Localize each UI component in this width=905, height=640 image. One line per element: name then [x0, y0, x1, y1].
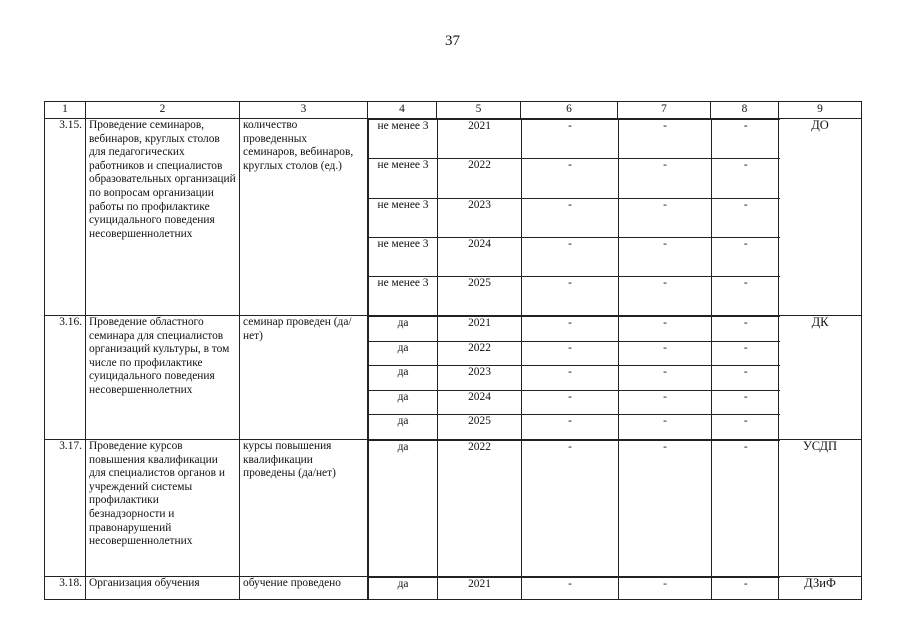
- activity-text: Организация обучения: [86, 577, 240, 600]
- year-breakdown: [368, 440, 779, 577]
- year-row: [369, 198, 780, 237]
- dash-cell: -: [619, 317, 712, 342]
- dash-cell: -: [619, 578, 712, 600]
- year-cell: 2023: [438, 198, 522, 237]
- dash-cell: -: [712, 415, 780, 439]
- indicator-text: обучение проведено: [240, 577, 368, 600]
- dash-cell: -: [712, 341, 780, 366]
- target-value: да: [369, 390, 438, 415]
- dash-cell: -: [619, 441, 712, 577]
- dash-cell: -: [619, 120, 712, 159]
- responsible-org: ДЗиФ: [779, 577, 862, 600]
- responsible-org: УСДП: [779, 440, 862, 577]
- program-table: [44, 101, 862, 600]
- target-value: да: [369, 341, 438, 366]
- year-cell: 2022: [438, 341, 522, 366]
- header-cell: 3: [240, 102, 368, 119]
- year-row: [369, 578, 780, 600]
- target-value: не менее 3: [369, 277, 438, 315]
- year-row: [369, 317, 780, 342]
- dash-cell: -: [619, 237, 712, 276]
- dash-cell: -: [712, 198, 780, 237]
- dash-cell: -: [712, 390, 780, 415]
- table-row: [45, 119, 862, 316]
- header-cell: 2: [86, 102, 240, 119]
- indicator-text: семинар проведен (да/нет): [240, 316, 368, 440]
- target-value: не менее 3: [369, 120, 438, 159]
- year-breakdown: [368, 316, 779, 440]
- page-number: 37: [445, 33, 460, 49]
- year-row: [369, 120, 780, 159]
- dash-cell: -: [522, 237, 619, 276]
- year-row: [369, 390, 780, 415]
- dash-cell: -: [619, 415, 712, 439]
- dash-cell: -: [712, 441, 780, 577]
- indicator-text: количество проведенных семинаров, вебинаров, круглых столов (ед.): [240, 119, 368, 316]
- dash-cell: -: [619, 277, 712, 315]
- dash-cell: -: [522, 578, 619, 600]
- dash-cell: -: [712, 159, 780, 198]
- target-value: да: [369, 441, 438, 577]
- year-cell: 2021: [438, 578, 522, 600]
- dash-cell: -: [522, 390, 619, 415]
- year-row: [369, 159, 780, 198]
- header-cell: 1: [45, 102, 86, 119]
- activity-text: Проведение семинаров, вебинаров, круглых столов для педагогических работников и специалистов образовательных организаций по вопросам организации работы по профилактике суицидального поведения несовершеннолетних: [86, 119, 240, 316]
- dash-cell: -: [619, 341, 712, 366]
- year-row: [369, 237, 780, 276]
- dash-cell: -: [619, 159, 712, 198]
- dash-cell: -: [522, 198, 619, 237]
- header-cell: 9: [779, 102, 862, 119]
- year-cell: 2025: [438, 277, 522, 315]
- year-row: [369, 366, 780, 391]
- indicator-text: курсы повышения квалификации проведены (да/нет): [240, 440, 368, 577]
- target-value: да: [369, 317, 438, 342]
- year-cell: 2022: [438, 159, 522, 198]
- header-cell: 6: [521, 102, 618, 119]
- table-row: [45, 440, 862, 577]
- dash-cell: -: [522, 415, 619, 439]
- dash-cell: -: [619, 198, 712, 237]
- dash-cell: -: [712, 237, 780, 276]
- dash-cell: -: [522, 366, 619, 391]
- year-breakdown: [368, 119, 779, 316]
- year-row: [369, 415, 780, 439]
- target-value: да: [369, 366, 438, 391]
- year-cell: 2022: [438, 441, 522, 577]
- target-value: не менее 3: [369, 198, 438, 237]
- dash-cell: -: [522, 441, 619, 577]
- responsible-org: ДК: [779, 316, 862, 440]
- dash-cell: -: [712, 277, 780, 315]
- year-cell: 2025: [438, 415, 522, 439]
- year-cell: 2024: [438, 237, 522, 276]
- dash-cell: -: [712, 317, 780, 342]
- year-cell: 2024: [438, 390, 522, 415]
- target-value: не менее 3: [369, 237, 438, 276]
- item-number: 3.17.: [45, 440, 86, 577]
- target-value: да: [369, 415, 438, 439]
- dash-cell: -: [522, 159, 619, 198]
- dash-cell: -: [522, 341, 619, 366]
- dash-cell: -: [712, 366, 780, 391]
- year-cell: 2023: [438, 366, 522, 391]
- activity-text: Проведение областного семинара для специалистов организаций культуры, в том числе по профилактике суицидального поведения несовершеннолетних: [86, 316, 240, 440]
- year-cell: 2021: [438, 120, 522, 159]
- item-number: 3.16.: [45, 316, 86, 440]
- dash-cell: -: [712, 578, 780, 600]
- year-row: [369, 277, 780, 315]
- year-breakdown: [368, 577, 779, 600]
- year-row: [369, 341, 780, 366]
- header-cell: 5: [437, 102, 521, 119]
- dash-cell: -: [712, 120, 780, 159]
- target-value: да: [369, 578, 438, 600]
- item-number: 3.18.: [45, 577, 86, 600]
- header-cell: 8: [711, 102, 779, 119]
- dash-cell: -: [619, 390, 712, 415]
- activity-text: Проведение курсов повышения квалификации для специалистов органов и учреждений системы профилактики безнадзорности и правонарушений несовершеннолетних: [86, 440, 240, 577]
- dash-cell: -: [522, 317, 619, 342]
- dash-cell: -: [619, 366, 712, 391]
- header-cell: 4: [368, 102, 437, 119]
- header-row: [45, 102, 862, 119]
- table-row: [45, 316, 862, 440]
- year-row: [369, 441, 780, 577]
- dash-cell: -: [522, 120, 619, 159]
- target-value: не менее 3: [369, 159, 438, 198]
- year-cell: 2021: [438, 317, 522, 342]
- table-row: [45, 577, 862, 600]
- item-number: 3.15.: [45, 119, 86, 316]
- header-cell: 7: [618, 102, 711, 119]
- responsible-org: ДО: [779, 119, 862, 316]
- dash-cell: -: [522, 277, 619, 315]
